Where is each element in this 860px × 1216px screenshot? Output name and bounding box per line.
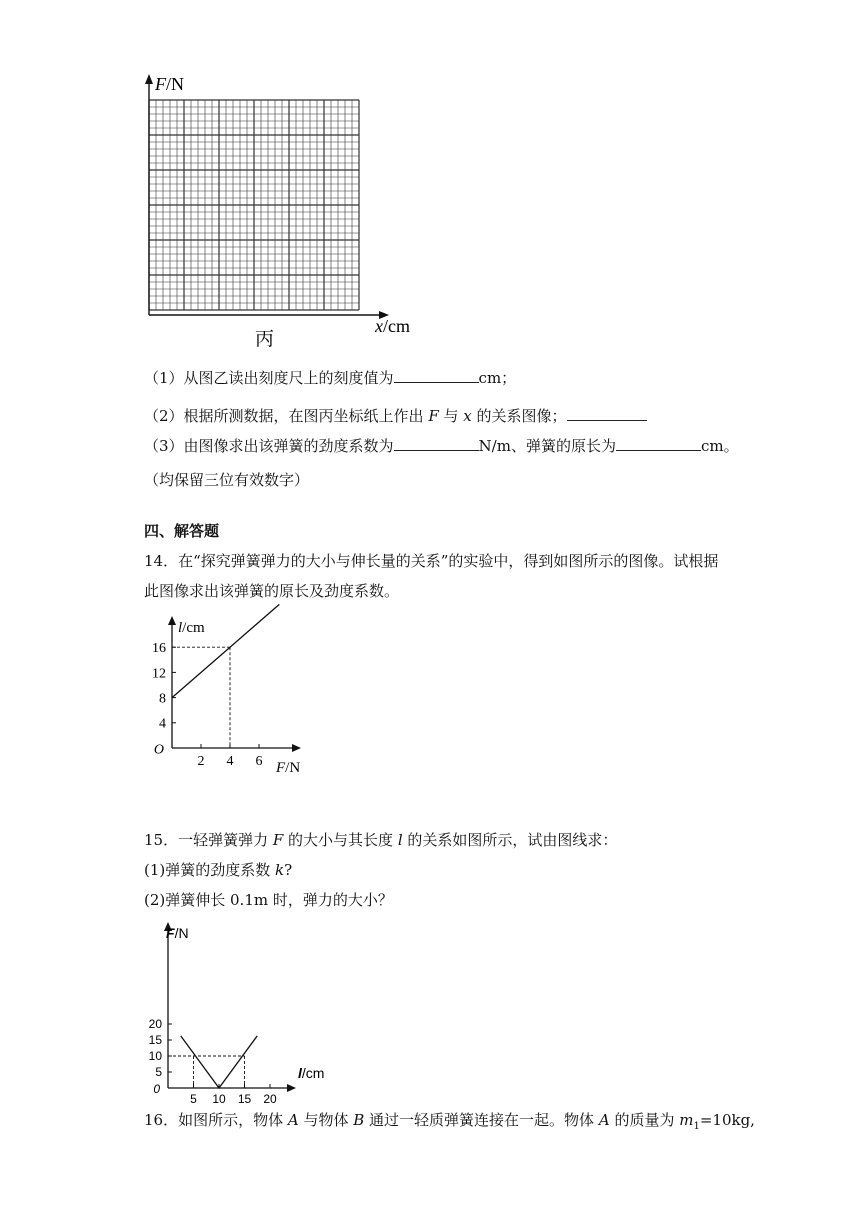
x-axis-arrow [287,1084,296,1092]
answer-blank-4[interactable] [616,435,701,451]
x-axis-label-var: F [276,760,286,776]
figure-caption: 丙 [255,329,275,350]
q14-line1: 14．在“探究弹簧弹力的大小与伸长量的关系”的实验中，得到如图所示的图像。试根据 [144,552,719,570]
y-tick-label: 8 [159,691,166,707]
x-axis-label [275,760,300,776]
answer-blank-3[interactable] [394,435,479,451]
q14-line2: 此图像求出该弹簧的原长及劲度系数。 [144,582,400,600]
x-tick-label: 6 [255,754,263,769]
x-tick-label: 15 [237,1092,252,1106]
x-axis-label-unit: /cm [301,1065,325,1081]
answer-blank-1[interactable] [394,367,479,383]
x-axis-arrow [292,744,301,752]
q13-part3: （3）由图像求出该弹簧的劲度系数为 N/m、弹簧的原长为 cm。 [144,437,739,455]
graph-paper-grid [149,100,359,310]
section-title: 四、解答题 [144,522,220,540]
y-tick-label: 20 [148,1017,162,1032]
q15-item1: (1)弹簧的劲度系数 k? [144,861,293,879]
x-axis-label-unit: /N [285,760,301,776]
y-axis-label-unit: /N [174,925,189,941]
y-axis-label: F/N [155,74,184,94]
origin-label: O [153,742,164,758]
q16-line1: 16．如图所示，物体 A 与物体 B 通过一轻质弹簧连接在一起。物体 A 的质量为 $m_1=10kg$, [144,1111,755,1132]
y-axis-label [178,620,205,636]
y-tick-label: 5 [155,1065,162,1080]
series-line [181,1036,258,1088]
y-axis-label-var: F [166,925,175,941]
y-axis-label [166,925,189,941]
x-axis-label [298,1065,324,1081]
x-axis-label-var: l [298,1065,302,1081]
x-tick-label: 4 [226,754,234,769]
q15-line-chart [140,918,340,1106]
q13-note: （均保留三位有效数字） [144,471,310,489]
origin-label: 0 [153,1081,160,1096]
y-tick-label: 10 [148,1049,162,1064]
y-tick-label: 12 [152,666,166,682]
q13-part1: （1）从图乙读出刻度尺上的刻度值为 cm； [144,369,517,387]
x-tick-label: 10 [212,1092,226,1106]
x-tick-label: 20 [263,1092,277,1106]
y-tick-label: 15 [148,1033,162,1048]
x-tick-label: 5 [190,1092,197,1106]
y-axis-label-var: l [178,620,183,636]
q15-item2: (2)弹簧伸长 0.1m 时，弹力的大小？ [144,891,393,909]
y-axis-label-unit: /cm [182,620,205,636]
answer-blank-2[interactable] [567,405,647,421]
y-tick-label: 16 [152,641,166,657]
series-line [172,604,279,697]
graph-paper-figure [135,70,425,355]
q15-line1: 15．一轻弹簧弹力 F 的大小与其长度 l 的关系如图所示，试由图线求： [144,831,618,849]
q13-part2: （2）根据所测数据，在图丙坐标纸上作出 F 与 x 的关系图像； [144,405,647,426]
x-axis-label: x/cm [375,316,410,336]
y-axis-arrow [145,74,153,84]
x-tick-label: 2 [197,754,205,769]
q14-line-chart [140,610,320,780]
y-axis-arrow [168,616,176,625]
y-tick-label: 4 [159,716,166,732]
